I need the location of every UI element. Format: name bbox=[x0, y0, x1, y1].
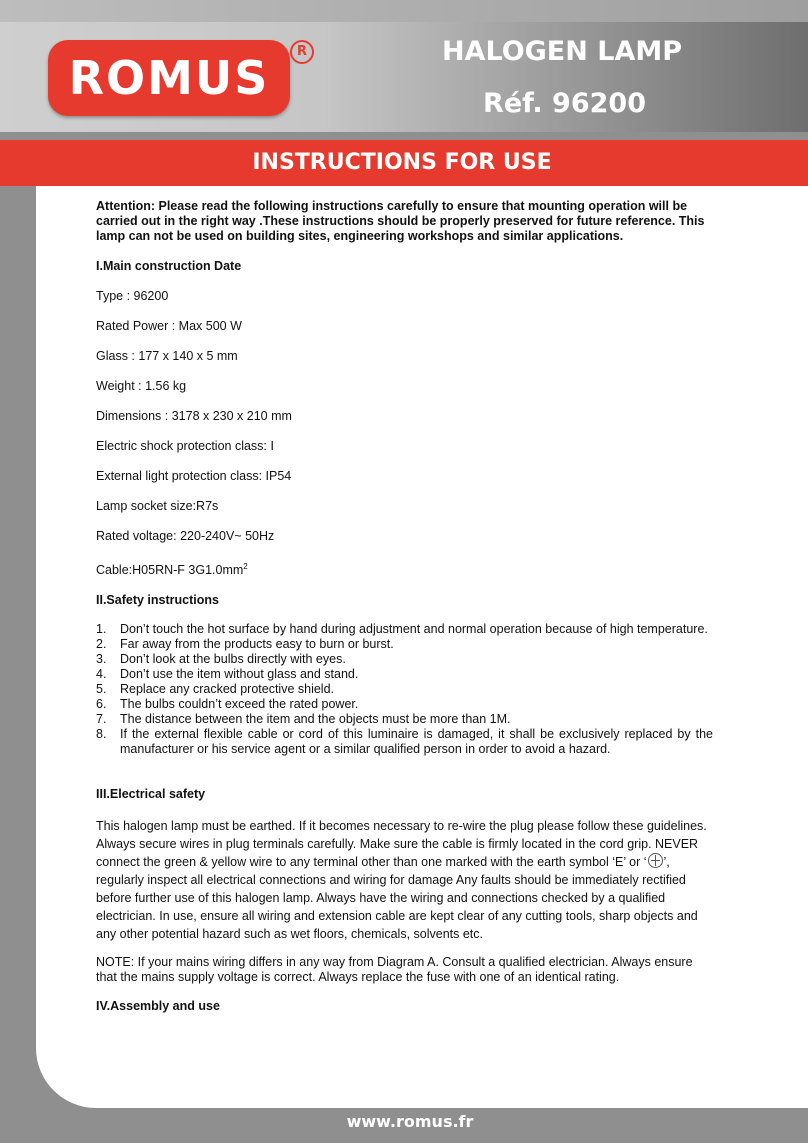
product-reference: Réf. 96200 bbox=[483, 88, 646, 119]
safety-list bbox=[96, 622, 713, 757]
list-item-number: 6. bbox=[96, 697, 107, 712]
spec-cable-text: Cable:H05RN-F 3G1.0mm bbox=[96, 563, 244, 578]
list-item-number: 4. bbox=[96, 667, 107, 682]
list-item bbox=[96, 697, 713, 712]
romus-logo bbox=[48, 40, 290, 116]
list-item-text: The distance between the item and the objects must be more than 1M. bbox=[120, 712, 511, 727]
section-2-heading: II.Safety instructions bbox=[96, 593, 219, 608]
spec-power: Rated Power : Max 500 W bbox=[96, 319, 242, 333]
electrical-safety-text-2: ’, regularly inspect all electrical connections and wiring for damage Any faults should be immediately rectified before further use of this halogen lamp. Always have the wiring and connections checked by a qualified electrician. In use, ensure all wiring and extension cable are kept clear of any cutting tools, sharp objects and any other potential hazard such as wet floors, chemicals, solvents etc. bbox=[96, 855, 698, 942]
list-item-text: The bulbs couldn’t exceed the rated power. bbox=[120, 697, 359, 712]
section-1-heading: I.Main construction Date bbox=[96, 259, 242, 273]
document-content bbox=[96, 199, 713, 1014]
list-item-text: If the external flexible cable or cord of this luminaire is damaged, it shall be exclusively replaced by the manufacturer or his service agent or a similar qualified person in order to avoid a hazard. bbox=[120, 727, 713, 757]
spec-socket: Lamp socket size:R7s bbox=[96, 499, 219, 513]
spec-shock-class: Electric shock protection class: Ⅰ bbox=[96, 439, 275, 453]
list-item bbox=[96, 652, 713, 667]
spec-cable bbox=[96, 559, 713, 578]
list-item-number: 2. bbox=[96, 637, 107, 652]
logo-text: ROMUS bbox=[68, 51, 270, 105]
spec-voltage: Rated voltage: 220-240V~ 50Hz bbox=[96, 529, 275, 543]
list-item-text: Don’t look at the bulbs directly with eyes. bbox=[120, 652, 346, 667]
spec-list bbox=[96, 289, 713, 578]
list-item bbox=[96, 727, 713, 757]
spec-weight: Weight : 1.56 kg bbox=[96, 379, 187, 393]
spec-light-protection: External light protection class: IP54 bbox=[96, 469, 292, 483]
list-item-text: Replace any cracked protective shield. bbox=[120, 682, 335, 697]
product-title: HALOGEN LAMP bbox=[441, 36, 682, 67]
list-item-text: Far away from the products easy to burn or burst. bbox=[120, 637, 394, 652]
list-item-text: Don’t use the item without glass and stand. bbox=[120, 667, 359, 682]
list-item-number: 8. bbox=[96, 727, 107, 742]
list-item bbox=[96, 622, 713, 637]
section-3-heading: III.Electrical safety bbox=[96, 787, 206, 802]
list-item bbox=[96, 637, 713, 652]
list-item-number: 5. bbox=[96, 682, 107, 697]
list-item-number: 7. bbox=[96, 712, 107, 727]
attention-notice: Attention: Please read the following instructions carefully to ensure that mounting operation will be carried out in the right way .These instructions should be properly preserved for future reference. This lamp can not be used on building sites, engineering workshops and similar applications. bbox=[96, 199, 705, 243]
spec-cable-superscript: 2 bbox=[243, 562, 248, 571]
spec-glass: Glass : 177 x 140 x 5 mm bbox=[96, 349, 238, 363]
spec-type: Type : 96200 bbox=[96, 289, 169, 303]
instructions-banner bbox=[0, 140, 808, 186]
note-paragraph: NOTE: If your mains wiring differs in any way from Diagram A. Consult a qualified electrician. Always ensure that the mains supply voltage is correct. Always replace the fuse with one of an identical rating. bbox=[96, 955, 693, 985]
electrical-safety-text-1: This halogen lamp must be earthed. If it becomes necessary to re-wire the plug please follow these guidelines. Always secure wires in plug terminals carefully. Make sure the cable is firmly located in the cord grip. NEVER connect the green & yellow wire to any terminal other than one marked with the earth symbol ‘E’ or ‘ bbox=[96, 819, 707, 870]
list-item bbox=[96, 712, 713, 727]
earth-symbol-icon bbox=[648, 853, 663, 868]
list-item bbox=[96, 667, 713, 682]
header-top-strip bbox=[0, 0, 808, 22]
list-item-number: 3. bbox=[96, 652, 107, 667]
website-link[interactable]: www.romus.fr bbox=[346, 1112, 474, 1131]
list-item-number: 1. bbox=[96, 622, 107, 637]
header bbox=[0, 0, 808, 132]
spec-dimensions: Dimensions : 3178 x 230 x 210 mm bbox=[96, 409, 292, 423]
banner-title: INSTRUCTIONS FOR USE bbox=[252, 150, 552, 175]
electrical-safety-paragraph bbox=[96, 817, 713, 943]
list-item bbox=[96, 682, 713, 697]
registered-mark-icon: R bbox=[290, 40, 314, 64]
footer bbox=[0, 1108, 808, 1143]
list-item-text: Don’t touch the hot surface by hand during adjustment and normal operation because of high temperature. bbox=[120, 622, 708, 637]
section-4-heading: IV.Assembly and use bbox=[96, 999, 220, 1014]
